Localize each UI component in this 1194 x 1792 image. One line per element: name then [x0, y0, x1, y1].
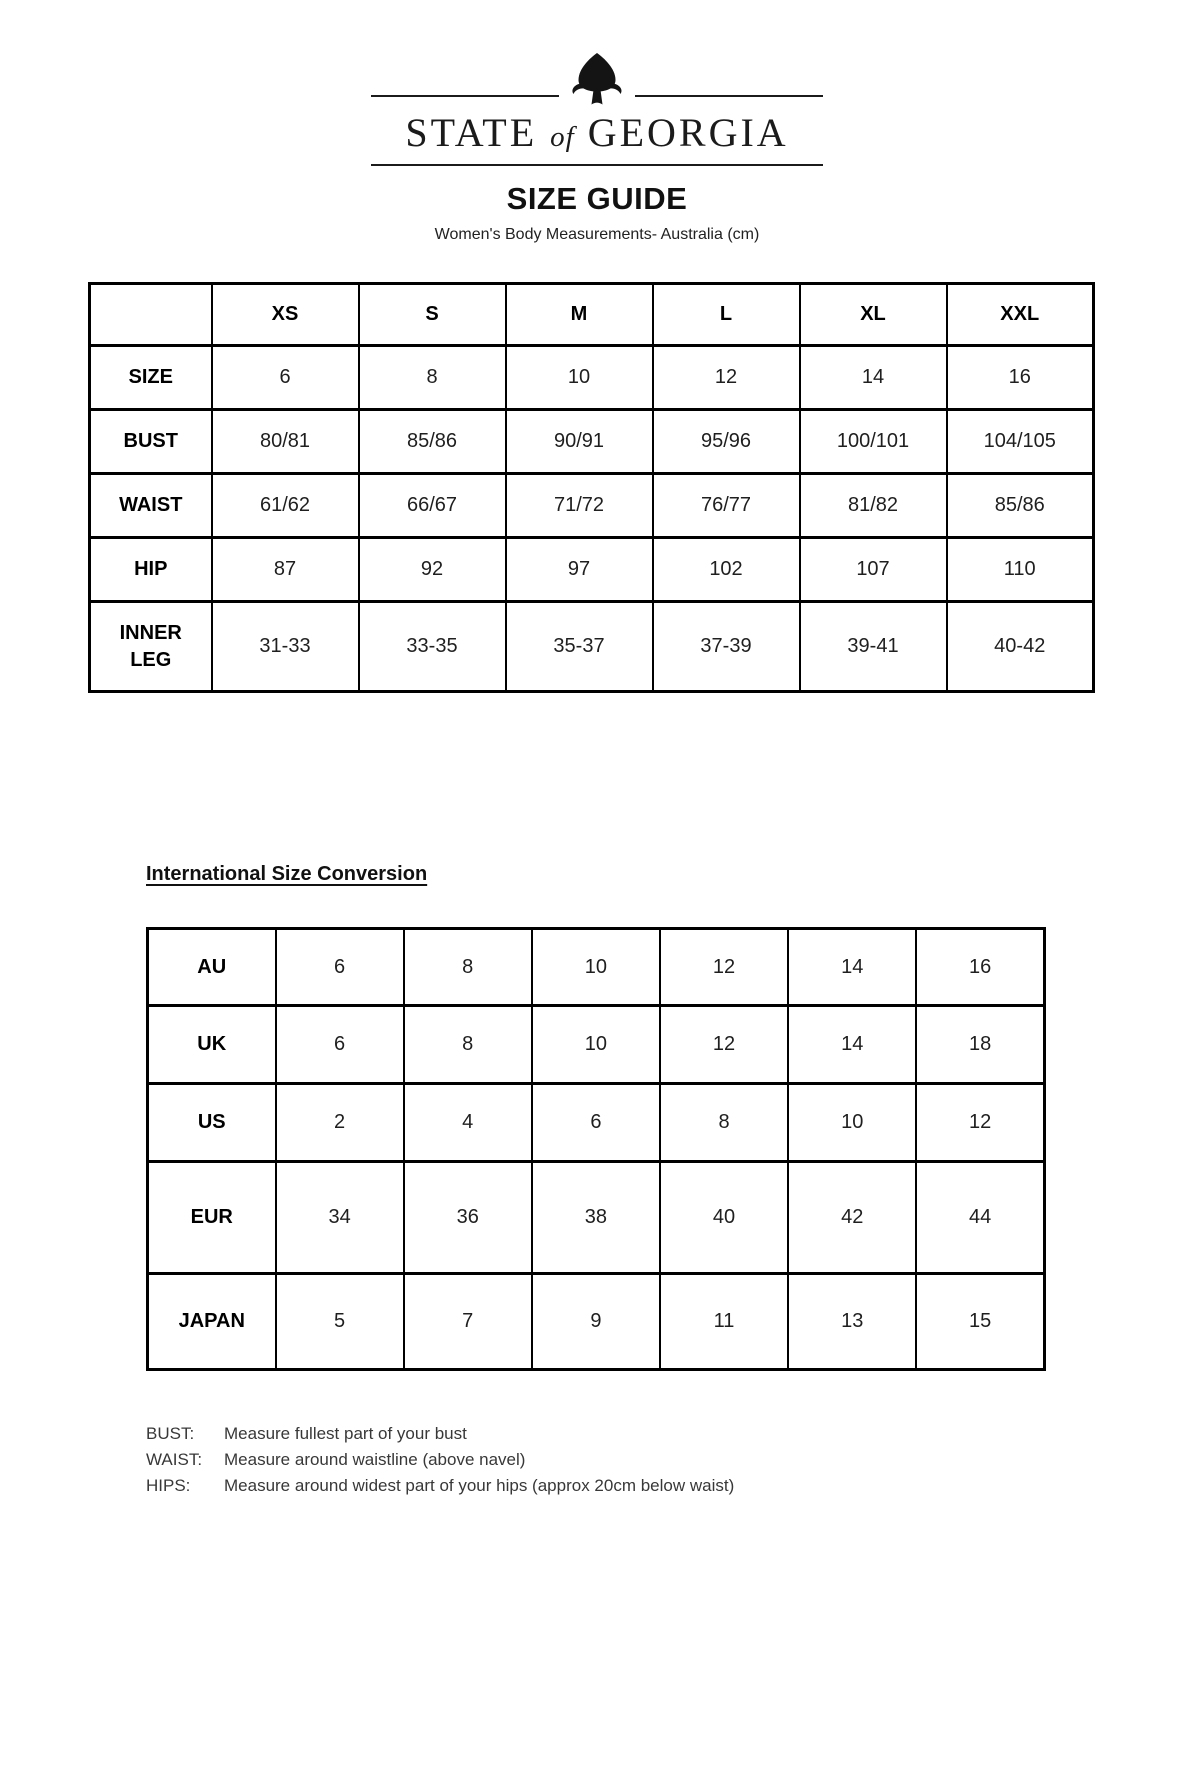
conversion-cell: 6 — [532, 1084, 660, 1162]
size-col-header: XL — [800, 284, 947, 346]
size-cell: 110 — [947, 538, 1094, 602]
conversion-cell: 44 — [916, 1162, 1044, 1274]
conversion-cell: 12 — [660, 1006, 788, 1084]
row-label: UK — [148, 1006, 276, 1084]
size-col-header: L — [653, 284, 800, 346]
conversion-cell: 11 — [660, 1274, 788, 1370]
conversion-cell: 9 — [532, 1274, 660, 1370]
conversion-cell: 38 — [532, 1162, 660, 1274]
note-text: Measure around widest part of your hips (approx 20cm below waist) — [224, 1476, 735, 1495]
size-cell: 80/81 — [212, 410, 359, 474]
logo-line-right — [635, 95, 823, 97]
note-line — [146, 1473, 1194, 1499]
size-cell: 71/72 — [506, 474, 653, 538]
size-col-header: M — [506, 284, 653, 346]
size-cell: 102 — [653, 538, 800, 602]
size-cell: 107 — [800, 538, 947, 602]
table-row — [148, 1274, 1045, 1370]
size-cell: 8 — [359, 346, 506, 410]
row-label: INNER LEG — [90, 602, 212, 692]
conversion-cell: 10 — [788, 1084, 916, 1162]
conversion-cell: 5 — [276, 1274, 404, 1370]
row-label: EUR — [148, 1162, 276, 1274]
conversion-cell: 12 — [660, 929, 788, 1006]
size-table-corner-cell — [90, 284, 212, 346]
size-cell: 35-37 — [506, 602, 653, 692]
conversion-cell: 6 — [276, 1006, 404, 1084]
table-row — [148, 1084, 1045, 1162]
conversion-cell: 40 — [660, 1162, 788, 1274]
note-text: Measure fullest part of your bust — [224, 1424, 467, 1443]
tree-icon — [567, 52, 627, 107]
size-cell: 66/67 — [359, 474, 506, 538]
table-row — [90, 538, 1094, 602]
size-cell: 90/91 — [506, 410, 653, 474]
conversion-cell: 34 — [276, 1162, 404, 1274]
size-cell: 100/101 — [800, 410, 947, 474]
table-row — [90, 474, 1094, 538]
note-label: BUST: — [146, 1424, 195, 1443]
row-label: AU — [148, 929, 276, 1006]
note-line — [146, 1421, 1194, 1447]
page-subtitle: Women's Body Measurements- Australia (cm) — [434, 226, 760, 243]
row-label: JAPAN — [148, 1274, 276, 1370]
brand-name-of: of — [550, 121, 575, 153]
table-row — [90, 410, 1094, 474]
size-cell: 97 — [506, 538, 653, 602]
conversion-table — [146, 927, 1046, 1371]
page-title: SIZE GUIDE — [506, 181, 688, 216]
conversion-cell: 6 — [276, 929, 404, 1006]
row-label: US — [148, 1084, 276, 1162]
conversion-cell: 13 — [788, 1274, 916, 1370]
conversion-cell: 42 — [788, 1162, 916, 1274]
size-cell: 40-42 — [947, 602, 1094, 692]
note-label: WAIST: — [146, 1450, 203, 1469]
conversion-cell: 10 — [532, 1006, 660, 1084]
size-cell: 6 — [212, 346, 359, 410]
table-row — [90, 602, 1094, 692]
size-cell: 76/77 — [653, 474, 800, 538]
conversion-cell: 4 — [404, 1084, 532, 1162]
conversion-cell: 8 — [660, 1084, 788, 1162]
size-col-header: S — [359, 284, 506, 346]
size-table — [88, 282, 1095, 693]
row-label: SIZE — [90, 346, 212, 410]
size-cell: 81/82 — [800, 474, 947, 538]
size-cell: 95/96 — [653, 410, 800, 474]
size-cell: 39-41 — [800, 602, 947, 692]
conversion-cell: 2 — [276, 1084, 404, 1162]
size-cell: 87 — [212, 538, 359, 602]
size-cell: 14 — [800, 346, 947, 410]
conversion-heading: International Size Conversion — [146, 863, 428, 885]
row-label: HIP — [90, 538, 212, 602]
size-cell: 61/62 — [212, 474, 359, 538]
table-row — [148, 1162, 1045, 1274]
conversion-cell: 7 — [404, 1274, 532, 1370]
row-label: WAIST — [90, 474, 212, 538]
brand-logo — [371, 0, 823, 166]
conversion-cell: 15 — [916, 1274, 1044, 1370]
brand-name-suffix: GEORGIA — [587, 110, 789, 155]
brand-name — [371, 109, 823, 156]
conversion-cell: 36 — [404, 1162, 532, 1274]
table-row — [148, 1006, 1045, 1084]
conversion-cell: 12 — [916, 1084, 1044, 1162]
conversion-cell: 8 — [404, 929, 532, 1006]
size-cell: 31-33 — [212, 602, 359, 692]
conversion-cell: 14 — [788, 1006, 916, 1084]
note-text: Measure around waistline (above navel) — [224, 1450, 526, 1469]
row-label: BUST — [90, 410, 212, 474]
size-cell: 33-35 — [359, 602, 506, 692]
size-cell: 10 — [506, 346, 653, 410]
logo-line-left — [371, 95, 559, 97]
note-label: HIPS: — [146, 1476, 191, 1495]
size-cell: 16 — [947, 346, 1094, 410]
note-line — [146, 1447, 1194, 1473]
brand-underline — [371, 164, 823, 166]
conversion-cell: 8 — [404, 1006, 532, 1084]
size-cell: 85/86 — [359, 410, 506, 474]
conversion-cell: 16 — [916, 929, 1044, 1006]
conversion-cell: 10 — [532, 929, 660, 1006]
table-row — [148, 929, 1045, 1006]
size-col-header: XS — [212, 284, 359, 346]
measurement-notes — [146, 1421, 1194, 1499]
conversion-cell: 14 — [788, 929, 916, 1006]
size-cell: 85/86 — [947, 474, 1094, 538]
size-cell: 37-39 — [653, 602, 800, 692]
size-table-header-row — [90, 284, 1094, 346]
table-row — [90, 346, 1094, 410]
logo-rule-row — [371, 52, 823, 107]
size-cell: 104/105 — [947, 410, 1094, 474]
size-cell: 12 — [653, 346, 800, 410]
brand-name-prefix: STATE — [405, 110, 538, 155]
size-cell: 92 — [359, 538, 506, 602]
size-col-header: XXL — [947, 284, 1094, 346]
conversion-cell: 18 — [916, 1006, 1044, 1084]
